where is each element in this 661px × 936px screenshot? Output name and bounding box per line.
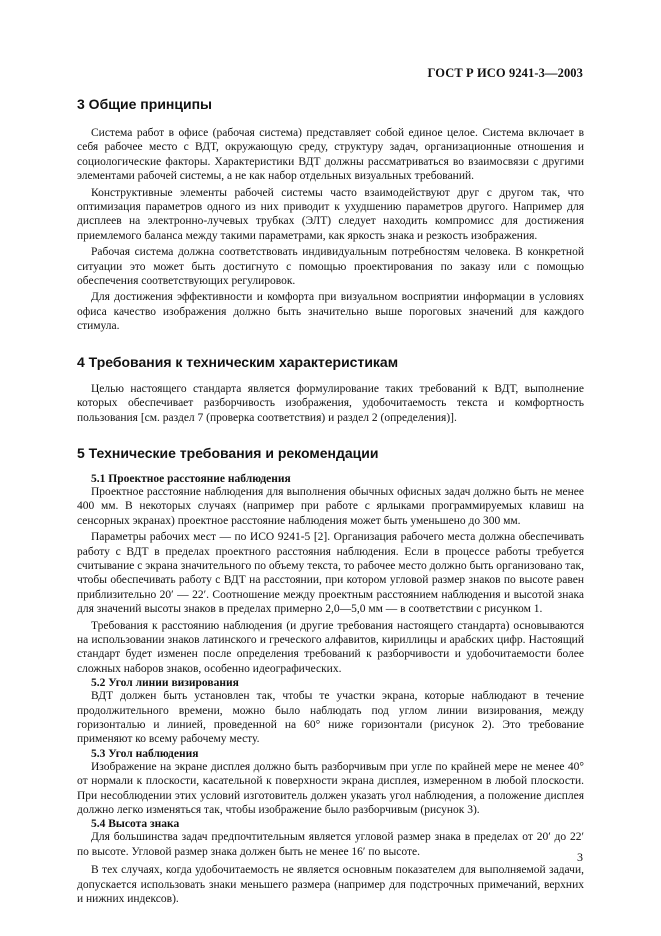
section-3-paragraph: Для достижения эффективности и комфорта при визуальном восприятии информации в условиях офиса качество изображения должно быть значительно выше пороговых значений для каждого стимула. [77,291,584,333]
section-3-heading: 3 Общие принципы [77,96,213,112]
subsection-5-1-paragraph: Требования к расстоянию наблюдения (и другие требования настоящего стандарта) основываются на использовании знаков латинского и греческого алфавитов, кириллицы и арабских цифр. Настоящий стандарт будет изменен после определения требований к разборчивости и удобочитаемости более сложных наборов знаков, особенно идеографических. [77,619,584,675]
subsection-5-4-heading: 5.4 Высота знака [91,818,180,831]
section-4-paragraph: Целью настоящего стандарта является формулирование таких требований к ВДТ, выполнение которых обеспечивает разборчивость изображения, удобочитаемость текста и комфортность пользования [см. раздел 7 (проверка соответствия) и раздел 2 (определения)]. [77,382,584,424]
subsection-5-3-paragraph: Изображение на экране дисплея должно быть разборчивым при угле по крайней мере не менее 40° от нормали к плоскости, касательной к поверхности экрана дисплея, измеренном в любой плоскости. При несоблюдении этих условий изготовитель должен указать угол наблюдения, а положение дисплея должно легко изменяться так, чтобы изображение было разборчивым (рисунок 3). [77,760,584,817]
section-3-paragraph: Конструктивные элементы рабочей системы часто взаимодействуют друг с другом так, что оптимизация параметров одного из них приводит к ухудшению параметров другого. Например для дисплеев на электронно-лучевых трубках (ЭЛТ) следует находить компромисс для достижения приемлемого баланса между такими параметрами, как яркость знака и резкость изображения. [77,186,584,242]
subsection-5-1-paragraph: Параметры рабочих мест — по ИСО 9241-5 [2]. Организация рабочего места должна обеспечивать работу с ВДТ в пределах проектного расстояния наблюдения. Если в процессе работы требуется считывание с экрана значительного по объему текста, то рабочее место должно быть организовано так, чтобы обеспечивать работу с ВДТ на расстоянии, при котором угловой размер знаков по высоте равен приблизительно 20′ — 22′. Соотношение между проектным расстоянием наблюдения и высотой знака для значений высоты знаков в пределах примерно 2,0—5,0 мм — в соответствии с рисунком 1. [77,531,584,616]
standard-code-header: ГОСТ Р ИСО 9241-3—2003 [427,66,583,80]
section-3-paragraph: Система работ в офисе (рабочая система) представляет собой единое целое. Система включает в себя рабочее место с ВДТ, окружающую среду, структуру задач, организационные отношения и социологические факторы. Характеристики ВДТ должны рассматриваться во взаимосвязи с другими элементами рабочей системы, а не как набор отдельных визуальных требований. [77,127,584,183]
subsection-5-2-heading: 5.2 Угол линии визирования [91,677,239,690]
subsection-5-4-paragraph: Для большинства задач предпочтительным является угловой размер знака в пределах от 20′ до 22′ по высоте. Угловой размер знака должен быть не менее 16′ по высоте. [77,831,584,858]
section-3-paragraph: Рабочая система должна соответствовать индивидуальным потребностям человека. В конкретной ситуации это может быть достигнуто с помощью проектирования по заказу или с помощью обеспечения соответствующих регулировок. [77,246,584,288]
section-5-heading: 5 Технические требования и рекомендации [77,444,379,461]
page-content [77,96,584,906]
subsection-5-1-paragraph: Проектное расстояние наблюдения для выполнения обычных офисных задач должно быть не менее 400 мм. В некоторых случаях (например при работе с ярлыками программируемых клавиш на сенсорных экранах) проектное расстояние наблюдения может быть уменьшено до 300 мм. [77,485,584,527]
subsection-5-1-heading: 5.1 Проектное расстояние наблюдения [91,472,291,485]
section-4-heading: 4 Требования к техническим характеристикам [77,353,399,370]
subsection-5-3-heading: 5.3 Угол наблюдения [91,747,199,760]
page-number: 3 [577,850,583,864]
subsection-5-2-paragraph: ВДТ должен быть установлен так, чтобы те участки экрана, которые наблюдают в течение продолжительного времени, можно было наблюдать под углом линии визирования, между горизонталью и линией, проведенной на 60° ниже горизонтали (рисунок 2). Это требование применяют ко всему рабочему месту. [77,690,584,746]
subsection-5-4-paragraph: В тех случаях, когда удобочитаемость не является основным показателем для выполняемой задачи, допускается использовать знаки меньшего размера (например для подстрочных примечаний, верхних и нижних индексов). [77,864,584,906]
